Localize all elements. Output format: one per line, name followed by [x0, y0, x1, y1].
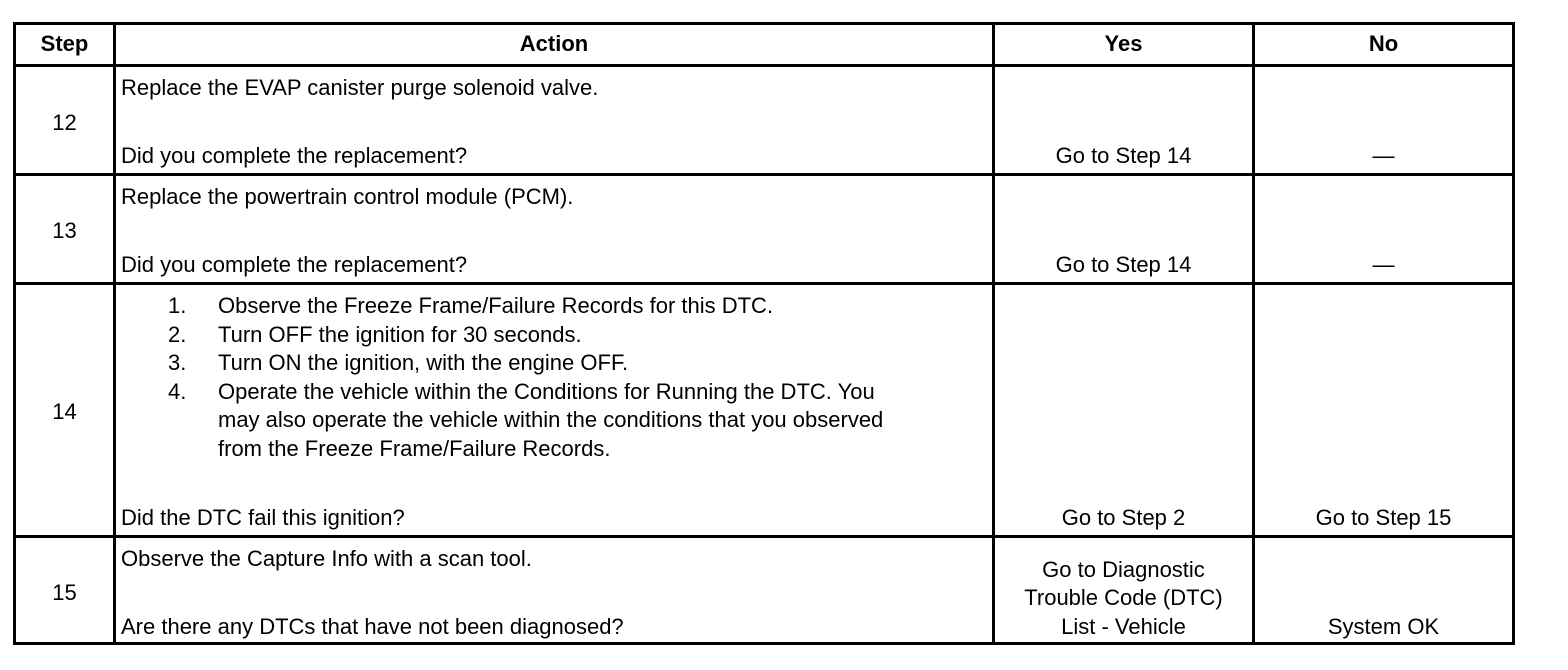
yes-result: List - Vehicle	[1061, 614, 1186, 639]
column-divider	[1252, 25, 1255, 642]
list-number: 1.	[168, 293, 187, 318]
list-text: Observe the Freeze Frame/Failure Records for this DTC.	[218, 293, 774, 318]
column-divider	[992, 25, 995, 642]
list-text: from the Freeze Frame/Failure Records.	[218, 435, 611, 461]
list-item	[156, 349, 883, 378]
list-text: may also operate the vehicle within the conditions that you observed	[218, 407, 884, 433]
yes-result: Go to Step 14	[1055, 143, 1192, 168]
list-text: Turn ON the ignition, with the engine OFF.	[218, 350, 629, 376]
row-divider	[16, 173, 1512, 176]
yes-result: Go to Step 14	[1055, 252, 1192, 277]
no-result: —	[1372, 252, 1395, 277]
row-divider	[16, 64, 1512, 67]
action-question: Did you complete the replacement?	[121, 143, 468, 168]
row-divider	[16, 535, 1512, 538]
diagnostic-table	[13, 22, 1515, 645]
action-instruction: Replace the powertrain control module (PCM).	[121, 184, 574, 209]
no-result: —	[1372, 143, 1395, 168]
yes-result: Go to Step 2	[1061, 505, 1186, 530]
no-result: System OK	[1327, 614, 1440, 639]
list-text: Turn OFF the ignition for 30 seconds.	[218, 321, 582, 347]
column-divider	[113, 25, 116, 642]
action-instruction: Observe the Capture Info with a scan tool.	[121, 546, 532, 571]
step-number: 15	[52, 580, 77, 605]
list-text: Operate the vehicle within the Conditions for Running the DTC. You	[218, 378, 875, 404]
row-divider	[16, 282, 1512, 285]
action-instruction: Replace the EVAP canister purge solenoid valve.	[121, 75, 599, 100]
yes-result: Go to Diagnostic	[1042, 557, 1205, 582]
header-action: Action	[519, 31, 589, 56]
list-number: 2.	[168, 321, 187, 347]
list-item	[156, 321, 883, 350]
header-step: Step	[40, 31, 89, 56]
procedure-list	[156, 292, 883, 464]
action-question: Are there any DTCs that have not been diagnosed?	[121, 614, 624, 639]
yes-result: Trouble Code (DTC)	[1024, 585, 1223, 610]
list-number: 3.	[168, 350, 187, 376]
header-yes: Yes	[1104, 31, 1143, 56]
action-question: Did you complete the replacement?	[121, 252, 468, 277]
list-number: 4.	[168, 378, 187, 404]
action-question: Did the DTC fail this ignition?	[121, 505, 405, 530]
list-item	[156, 378, 883, 464]
step-number: 13	[52, 218, 77, 243]
header-no: No	[1368, 31, 1399, 56]
list-item	[156, 292, 883, 321]
no-result: Go to Step 15	[1315, 505, 1452, 530]
step-number: 14	[52, 399, 77, 424]
step-number: 12	[52, 110, 77, 135]
